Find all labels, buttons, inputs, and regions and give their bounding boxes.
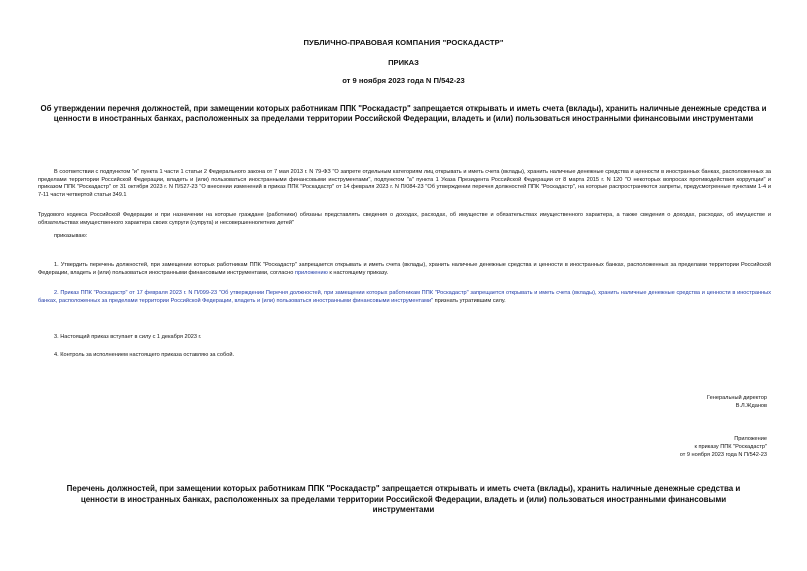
order-word: приказываю: xyxy=(54,233,88,239)
signer-name: В.Л.Жданов xyxy=(735,403,767,409)
appendix-ref: к приказу ППК "Роскадастр" xyxy=(694,444,767,450)
signature-block xyxy=(707,394,767,410)
appendix-title: Перечень должностей, при замещении которых работникам ППК "Роскадастр" запрещается открывать и иметь счета (вклады), хранить наличные денежные средства и ценности в иностранных банках, расположенных за пределами территории Российской Федерации, владеть и (или) пользоваться иностранными финансовыми инструментами xyxy=(66,484,741,514)
appendix-link[interactable]: приложению xyxy=(294,269,328,276)
preamble-continuation: Трудового кодекса Российской Федерации и при назначении на которые граждане (работники) обязаны представлять сведения о доходах, расходах, об имуществе и обязательствах имущественного характера, а также сведения о доходах, расходах, об имуществе и обязательствах имущественного характера своих супруги (супруга) и несовершеннолетних детей" xyxy=(38,212,771,226)
item-1-tail: к настоящему приказу. xyxy=(329,269,389,276)
repealed-order-link[interactable]: 2. Приказ ППК "Роскадастр" от 17 февраля 2023 г. N П/099-23 "Об утверждении Перечня должностей, при замещении которых работникам ППК "Роскадастр" запрещается открывать и иметь счета (вклады), хранить наличные денежные средства и ценности в иностранных банках, расположенных за пределами территории Российской Федерации, владеть и (или) пользоваться иностранными финансовыми инструментами" xyxy=(38,290,771,304)
doc-date-number: от 9 ноября 2023 года N П/542-23 xyxy=(342,76,465,85)
appendix-date: от 9 ноября 2023 года N П/542-23 xyxy=(679,452,767,458)
item-2-tail: признать утратившим силу. xyxy=(434,297,506,304)
org-name: ПУБЛИЧНО-ПРАВОВАЯ КОМПАНИЯ "РОСКАДАСТР" xyxy=(303,38,504,47)
document-title: Об утверждении перечня должностей, при замещении которых работникам ППК "Роскадастр" запрещается открывать и иметь счета (вклады), хранить наличные денежные средства и ценности в иностранных банках, расположенных за пределами территории Российской Федерации, владеть и (или) пользоваться иностранными финансовыми инструментами xyxy=(40,104,767,123)
item-1-text: 1. Утвердить перечень должностей, при замещении которых работникам ППК "Роскадастр" запрещается открывать и иметь счета (вклады), хранить наличные денежные средства и ценности в иностранных банках, расположенных за пределами территории Российской Федерации, владеть и (или) пользоваться иностранными финансовыми инструментами, согласно xyxy=(38,262,771,276)
item-4: 4. Контроль за исполнением настоящего приказа оставляю за собой. xyxy=(54,352,235,358)
signer-position: Генеральный директор xyxy=(707,395,767,401)
item-3: 3. Настоящий приказ вступает в силу с 1 декабря 2023 г. xyxy=(54,334,202,340)
preamble-paragraph xyxy=(38,169,771,199)
item-1 xyxy=(38,262,771,277)
doc-type: ПРИКАЗ xyxy=(388,58,419,67)
appendix-header xyxy=(680,435,767,459)
item-2 xyxy=(38,290,771,305)
preamble-text: В соответствии с подпунктом "и" пункта 1 части 1 статьи 2 Федерального закона от 7 мая 2013 г. N 79-ФЗ "О запрете отдельным категориям лиц открывать и иметь счета (вклады), хранить наличные денежные средства и ценности в иностранных банках, расположенных за пределами территории Российской Федерации, владеть и (или) пользоваться иностранными финансовыми инструментами", подпунктом "а" пункта 1 Указа Президента Российской Федерации от 8 марта 2015 г. N 120 "О некоторых вопросах противодействия коррупции" и приказом ППК "Роскадастр" от 31 октября 2023 г. N П/527-23 "О внесении изменений в приказ ППК "Роскадастр" от 14 февраля 2023 г. N П/084-23 "Об утверждении перечня должностей ППК "Роскадастр", на которые распространяются запреты, предусмотренные пунктами 1-4 и 7-11 части четвертой статьи 349.1 xyxy=(38,169,771,198)
appendix-label: Приложение xyxy=(734,436,767,442)
